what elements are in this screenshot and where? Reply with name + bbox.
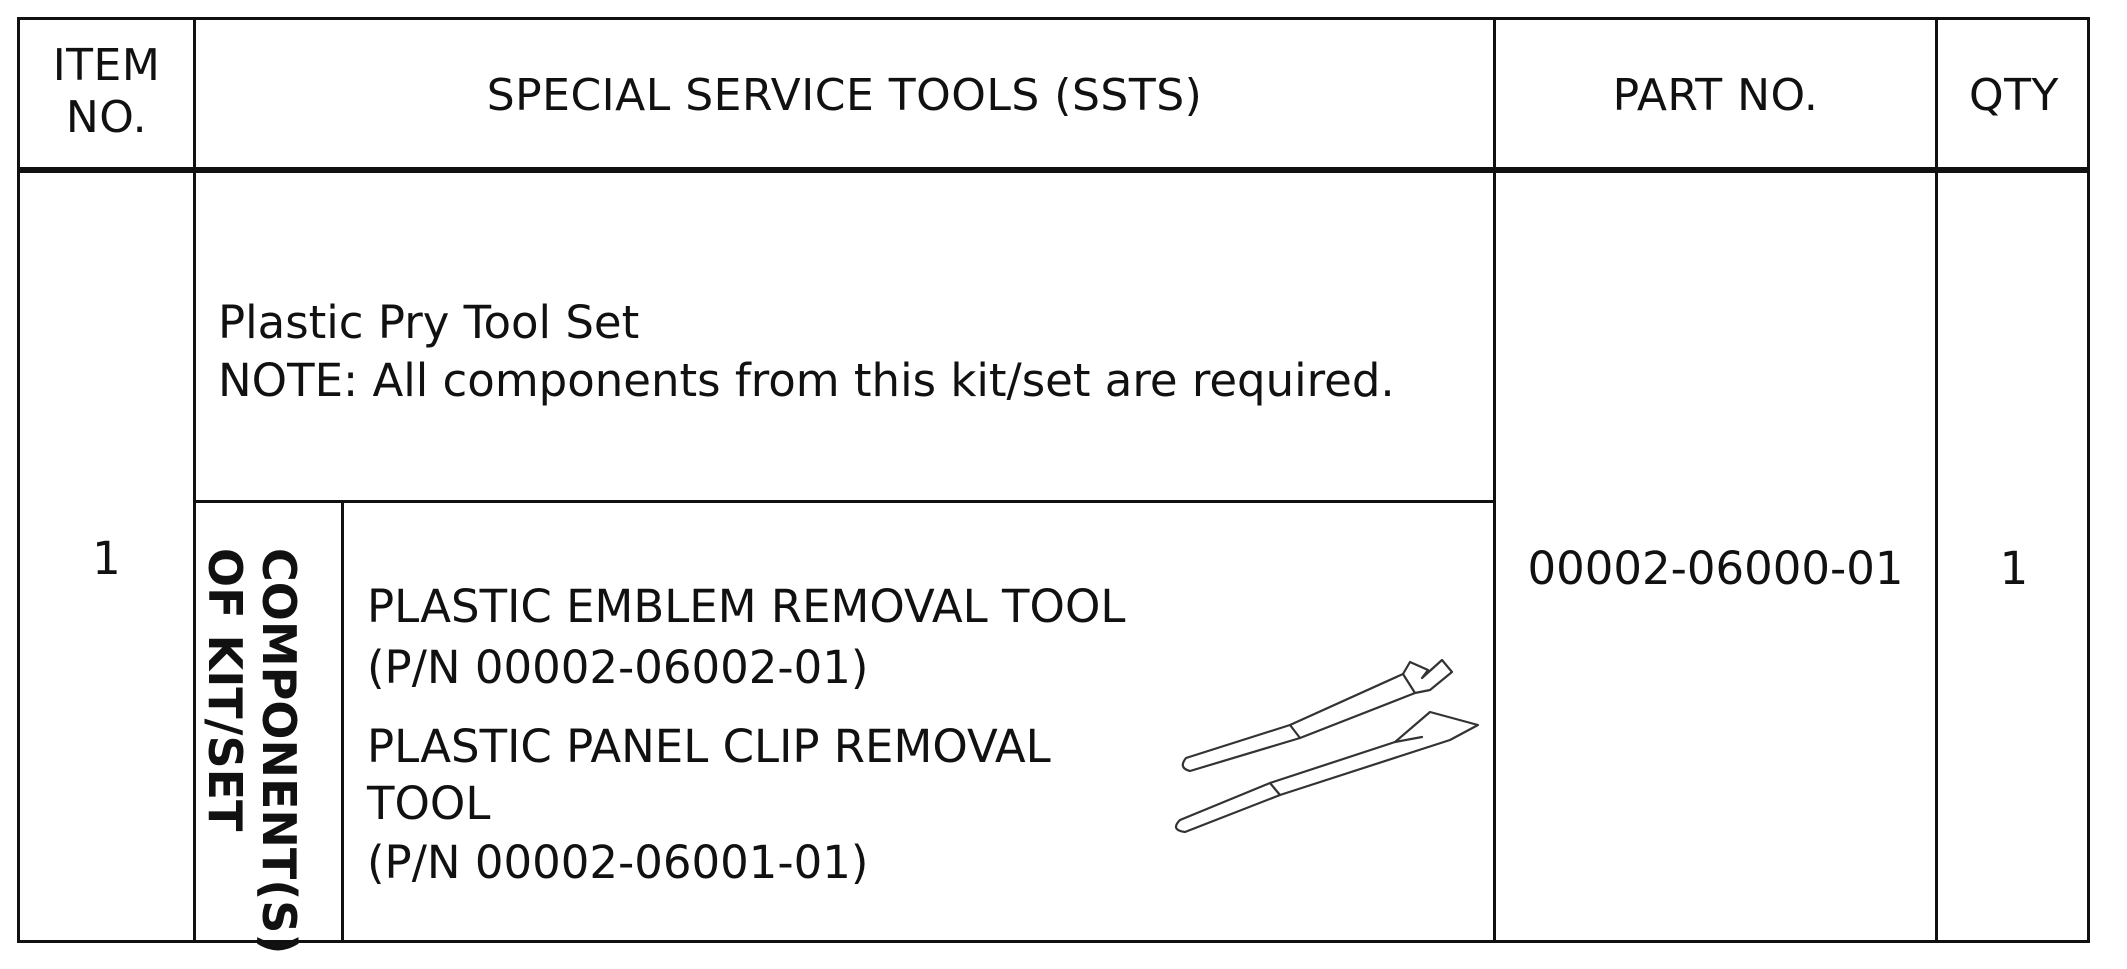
part-number: 00002-06000-01 [1527, 542, 1904, 595]
components-label-line1: COMPONENT(S) [252, 548, 306, 955]
components-label-divider [341, 500, 344, 943]
kit-note: NOTE: All components from this kit/set are required. [218, 354, 1395, 407]
sst-table [17, 17, 2090, 943]
kit-components-divider [193, 500, 1495, 503]
kit-name: Plastic Pry Tool Set [218, 296, 640, 349]
component-2-name-line2: TOOL [367, 777, 491, 830]
header-qty: QTY [1969, 70, 2059, 121]
col-divider-qty [1935, 17, 1938, 943]
component-1-part: (P/N 00002-06002-01) [367, 641, 869, 694]
header-divider [17, 167, 2090, 173]
col-divider-item [193, 17, 196, 943]
header-special-service-tools: SPECIAL SERVICE TOOLS (SSTS) [486, 70, 1203, 121]
col-divider-part [1493, 17, 1496, 943]
component-2-part: (P/N 00002-06001-01) [367, 836, 869, 889]
header-item-no [20, 40, 193, 144]
component-1-name: PLASTIC EMBLEM REMOVAL TOOL [367, 580, 1126, 633]
header-part-no: PART NO. [1612, 70, 1819, 121]
pry-tools-illustration [1160, 620, 1490, 860]
item-number: 1 [92, 532, 121, 585]
header-item-no-line2: NO. [65, 92, 148, 143]
quantity: 1 [1999, 542, 2029, 595]
components-label-line2: OF KIT/SET [198, 548, 252, 832]
header-item-no-line1: ITEM [52, 40, 161, 91]
component-2-name-line1: PLASTIC PANEL CLIP REMOVAL [367, 720, 1051, 773]
components-of-kit-label [198, 548, 306, 954]
